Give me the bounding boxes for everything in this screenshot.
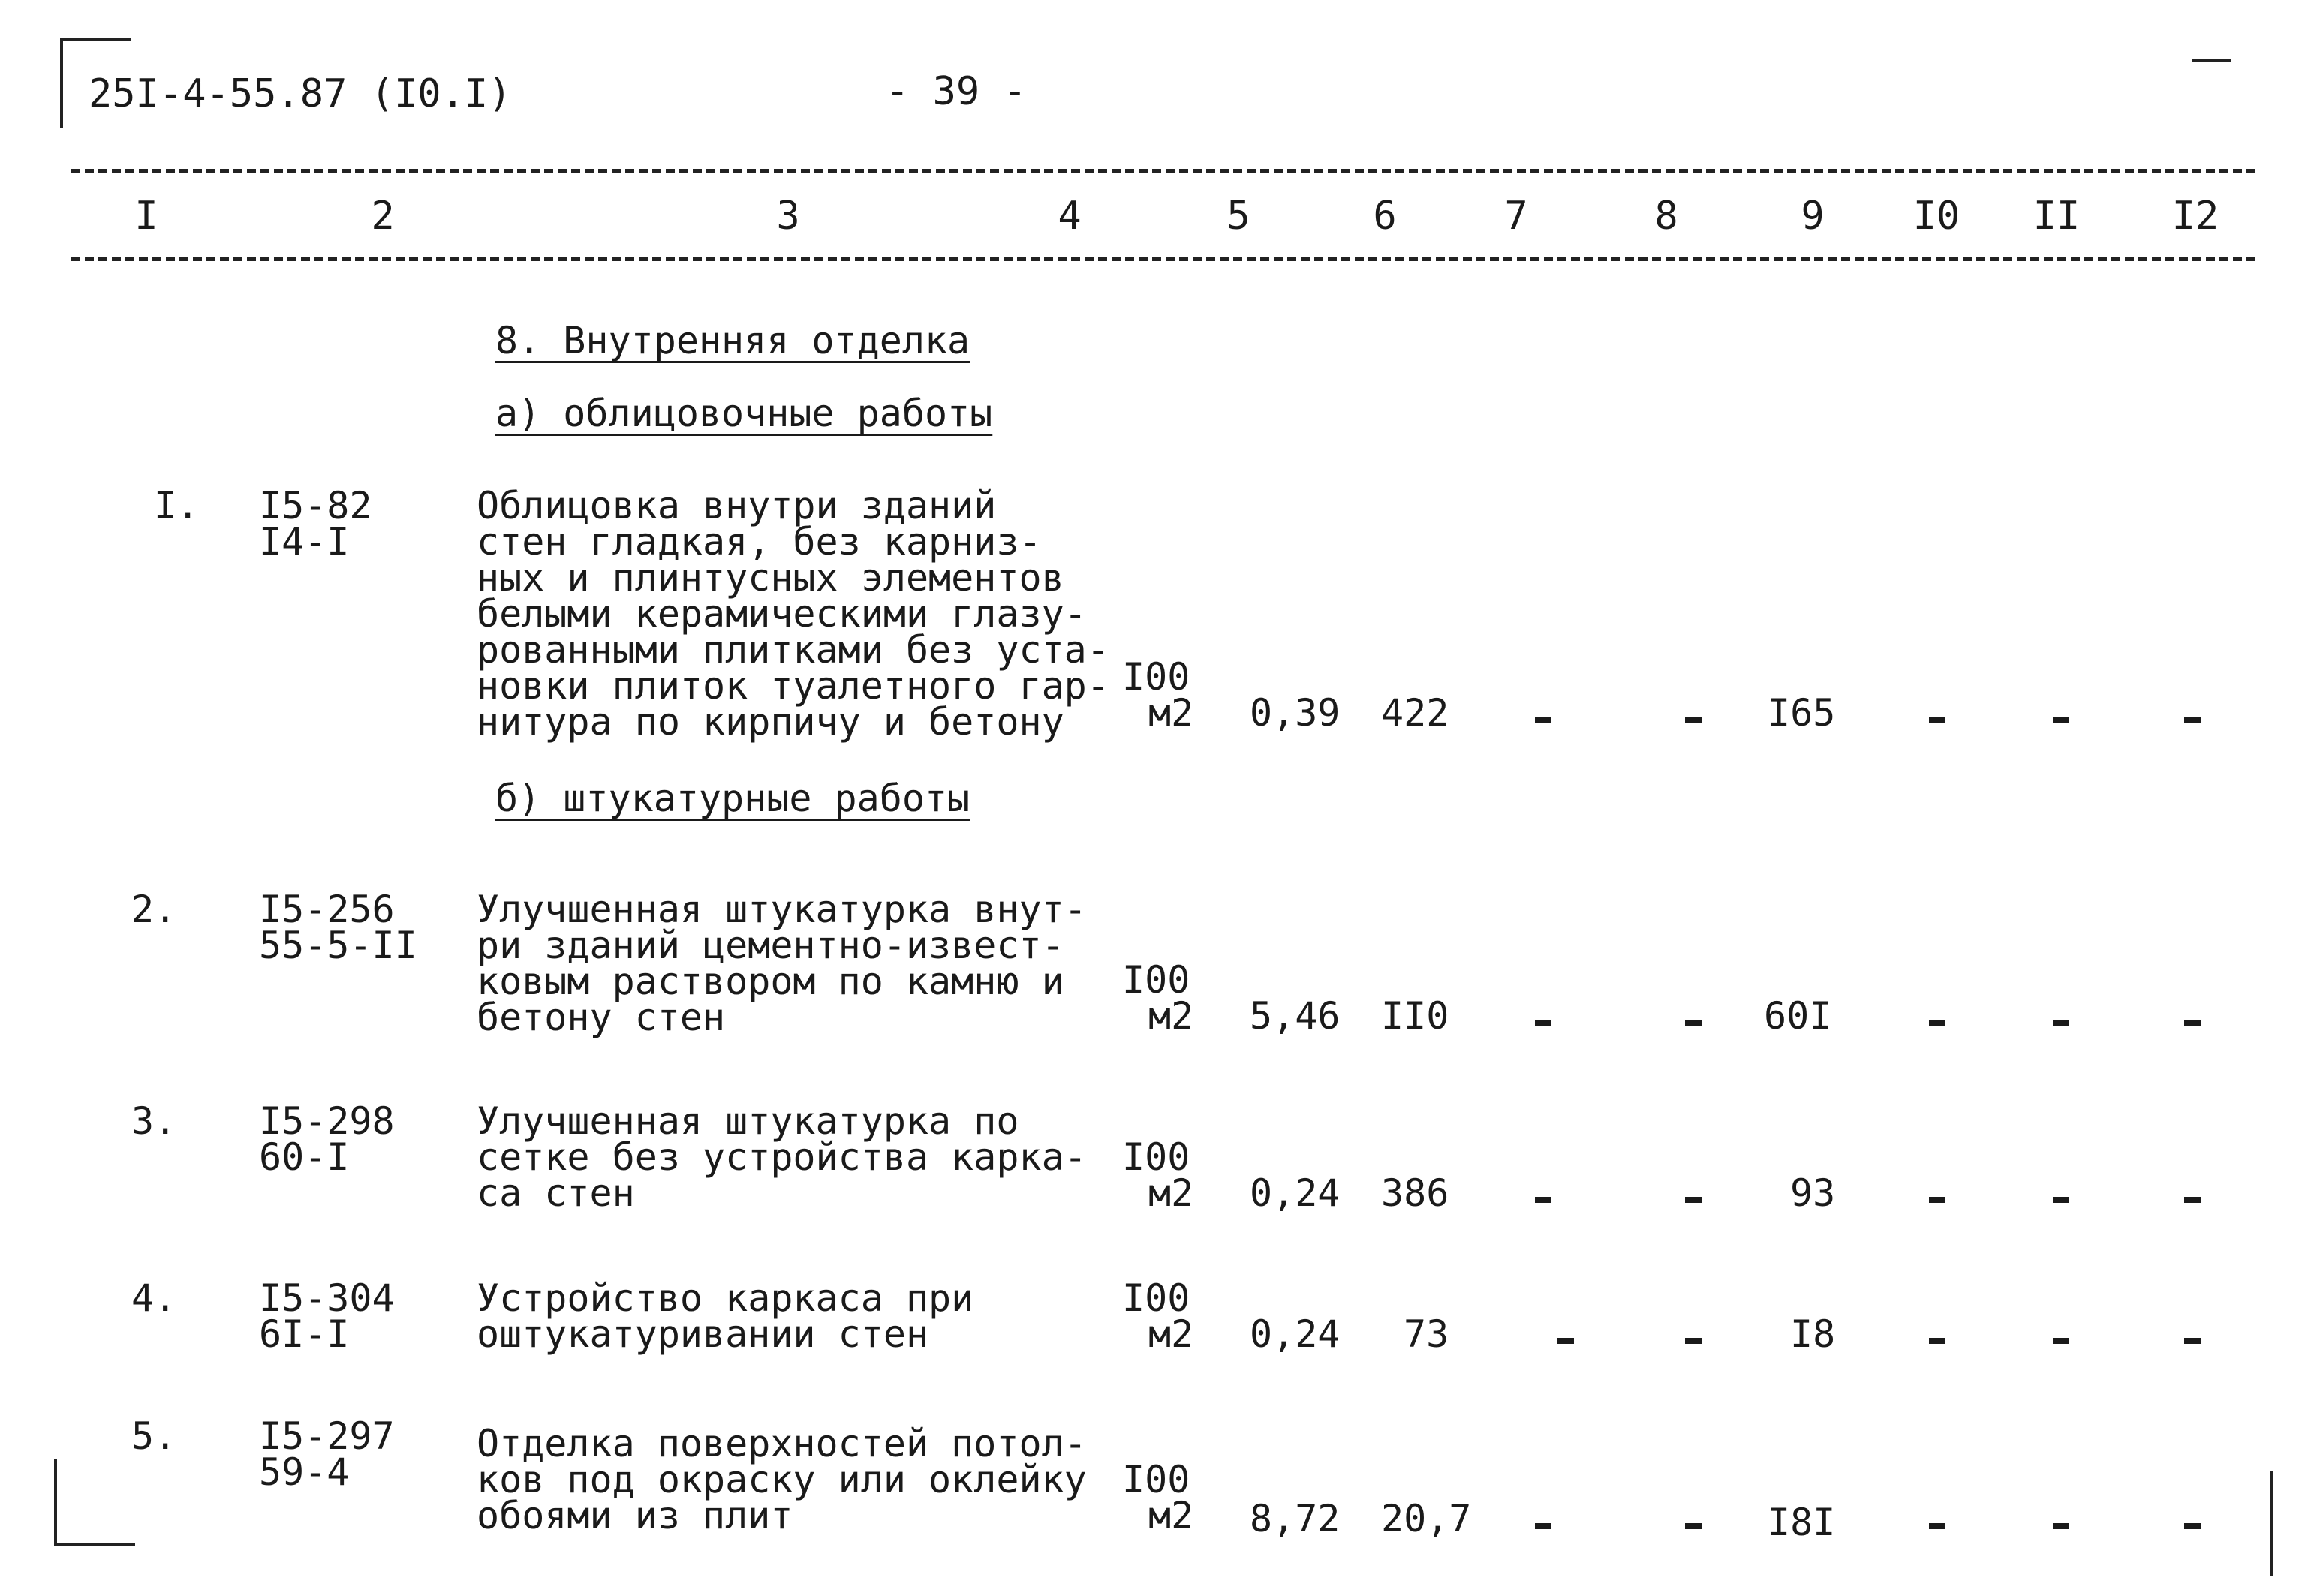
column-header-1: I xyxy=(134,194,158,239)
unit-measure: м2 xyxy=(1148,1494,1194,1537)
unit-measure: м2 xyxy=(1148,994,1194,1038)
column-7-dash xyxy=(1557,1338,1574,1344)
column-5-value: 0,39 xyxy=(1250,691,1341,735)
column-header-7: 7 xyxy=(1504,194,1528,239)
work-description: Улучшенная штукатурка внут- ри зданий цементно-извест- ковым раствором по камню и бетону стен xyxy=(477,888,1087,1039)
unit-measure: м2 xyxy=(1148,1312,1194,1356)
unit-measure: м2 xyxy=(1148,691,1194,735)
column-header-10: I0 xyxy=(1912,194,1960,239)
unit-measure: м2 xyxy=(1148,1171,1194,1215)
work-description: Отделка поверхностей потол- ков под окраску или оклейку обоями из плит xyxy=(477,1422,1087,1537)
unit-quantity: I00 xyxy=(1122,1135,1190,1179)
column-6-value: 73 xyxy=(1404,1312,1449,1356)
page-number: - 39 - xyxy=(886,69,1027,114)
norm-subcode: 60-I xyxy=(259,1135,350,1179)
column-8-dash xyxy=(1685,1197,1702,1203)
header-bottom-rule xyxy=(71,257,2255,261)
column-7-dash xyxy=(1535,1020,1551,1026)
column-9-value: I65 xyxy=(1768,691,1836,735)
row-number: 2. xyxy=(131,888,177,931)
work-description: Устройство каркаса при оштукатуривании стен xyxy=(477,1276,974,1356)
column-9-value: I8I xyxy=(1768,1501,1836,1544)
top-left-corner-mark xyxy=(60,38,131,41)
row-number: 5. xyxy=(131,1414,177,1458)
document-code: 25I-4-55.87 (I0.I) xyxy=(89,71,512,116)
bottom-left-corner-mark xyxy=(54,1459,57,1546)
top-right-mark xyxy=(2192,59,2231,62)
column-12-dash xyxy=(2184,1197,2201,1203)
unit-quantity: I00 xyxy=(1122,655,1190,699)
norm-code: I5-297 xyxy=(259,1414,395,1458)
column-12-dash xyxy=(2184,1523,2201,1529)
norm-subcode: 6I-I xyxy=(259,1312,350,1356)
subsection-title: б) штукатурные работы xyxy=(495,777,970,820)
column-header-12: I2 xyxy=(2171,194,2219,239)
bottom-right-mark xyxy=(2270,1471,2273,1576)
subsection-title: а) облицовочные работы xyxy=(495,392,993,435)
row-number: 4. xyxy=(131,1276,177,1320)
row-number: 3. xyxy=(131,1099,177,1143)
column-8-dash xyxy=(1685,1523,1702,1529)
column-header-5: 5 xyxy=(1226,194,1250,239)
column-7-dash xyxy=(1535,1197,1551,1203)
work-description: Улучшенная штукатурка по сетке без устройства карка- са стен xyxy=(477,1099,1087,1215)
column-8-dash xyxy=(1685,717,1702,723)
column-header-4: 4 xyxy=(1058,194,1082,239)
column-11-dash xyxy=(2053,1338,2069,1344)
column-5-value: 5,46 xyxy=(1250,994,1341,1038)
column-11-dash xyxy=(2053,717,2069,723)
column-10-dash xyxy=(1929,1523,1945,1529)
column-10-dash xyxy=(1929,1020,1945,1026)
column-header-2: 2 xyxy=(371,194,395,239)
norm-code: I5-82 xyxy=(259,484,372,527)
norm-subcode: I4-I xyxy=(259,520,350,564)
norm-code: I5-304 xyxy=(259,1276,395,1320)
column-10-dash xyxy=(1929,717,1945,723)
column-header-8: 8 xyxy=(1654,194,1678,239)
top-left-corner-mark xyxy=(60,38,63,128)
column-11-dash xyxy=(2053,1523,2069,1529)
column-8-dash xyxy=(1685,1338,1702,1344)
column-5-value: 0,24 xyxy=(1250,1171,1341,1215)
column-5-value: 0,24 xyxy=(1250,1312,1341,1356)
column-8-dash xyxy=(1685,1020,1702,1026)
column-header-9: 9 xyxy=(1801,194,1825,239)
column-11-dash xyxy=(2053,1020,2069,1026)
column-10-dash xyxy=(1929,1197,1945,1203)
unit-quantity: I00 xyxy=(1122,958,1190,1002)
column-12-dash xyxy=(2184,717,2201,723)
column-7-dash xyxy=(1535,1523,1551,1529)
norm-code: I5-298 xyxy=(259,1099,395,1143)
norm-subcode: 59-4 xyxy=(259,1450,350,1494)
column-header-11: II xyxy=(2033,194,2081,239)
norm-subcode: 55-5-II xyxy=(259,924,417,967)
column-6-value: 422 xyxy=(1381,691,1449,735)
column-header-3: 3 xyxy=(776,194,800,239)
column-6-value: II0 xyxy=(1381,994,1449,1038)
column-9-value: 60I xyxy=(1764,994,1832,1038)
column-12-dash xyxy=(2184,1338,2201,1344)
bottom-left-corner-mark xyxy=(54,1543,135,1546)
column-5-value: 8,72 xyxy=(1250,1497,1341,1540)
column-10-dash xyxy=(1929,1338,1945,1344)
unit-quantity: I00 xyxy=(1122,1458,1190,1501)
column-9-value: 93 xyxy=(1790,1171,1836,1215)
column-6-value: 20,7 xyxy=(1381,1497,1472,1540)
column-header-6: 6 xyxy=(1373,194,1397,239)
norm-code: I5-256 xyxy=(259,888,395,931)
column-9-value: I8 xyxy=(1790,1312,1836,1356)
column-6-value: 386 xyxy=(1381,1171,1449,1215)
row-number: I. xyxy=(154,484,200,527)
column-11-dash xyxy=(2053,1197,2069,1203)
column-12-dash xyxy=(2184,1020,2201,1026)
work-description: Облицовка внутри зданий стен гладкая, без карниз- ных и плинтусных элементов белыми керамическими глазу- рованными плитками без уста- новки плиток туалетного гар- нитура по кирпичу и бетону xyxy=(477,484,1109,744)
unit-quantity: I00 xyxy=(1122,1276,1190,1320)
section-title: 8. Внутренняя отделка xyxy=(495,319,970,362)
column-7-dash xyxy=(1535,717,1551,723)
header-top-rule xyxy=(71,169,2255,173)
